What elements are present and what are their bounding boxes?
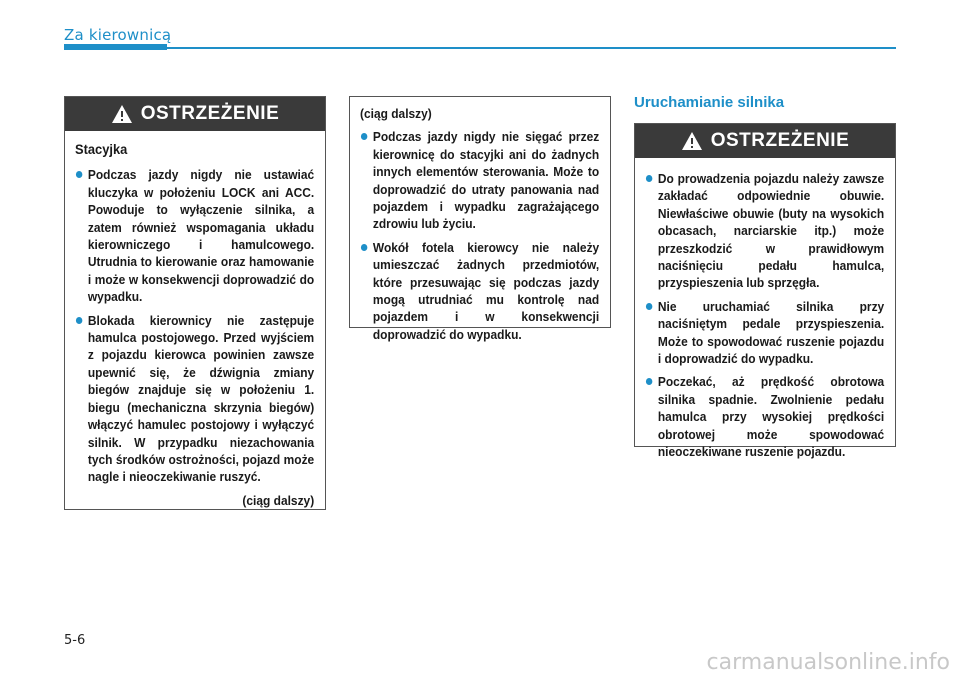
- bullet-icon: [646, 175, 652, 182]
- warning-header: [635, 124, 895, 158]
- bullet-icon: [361, 133, 367, 140]
- warning-box-continued: [349, 96, 611, 342]
- bullet-icon: [646, 378, 652, 385]
- bullet-icon: [361, 244, 367, 251]
- heading-engine-start: Uruchamianie silnika: [634, 94, 785, 111]
- warning-triangle-icon: [111, 104, 133, 124]
- warning-box-ignition: [64, 96, 326, 510]
- section-title: Za kierownicą: [64, 26, 172, 44]
- bullet-icon: [76, 171, 82, 178]
- bullet-icon: [646, 303, 652, 310]
- list-item: Poczekać, aż prędkość obrotowa silnika spadnie. Zwolnienie pedału hamulca przy wysokiej prędkości obrotowej może spowodować nieoczekiwane ruszenie pojazdu.: [645, 373, 884, 460]
- list-item: Wokół fotela kierowcy nie należy umieszczać żadnych przedmiotów, które przesuwając się podczas jazdy mogą utrudniać mu kontrolę nad pojazdem i w konsekwencji doprowadzić do wypadku.: [360, 239, 599, 343]
- list-item: Do prowadzenia pojazdu należy zawsze zakładać odpowiednie obuwie. Niewłaściwe obuwie (buty na wysokich obcasach, narciarskie itp.) może przeszkodzić w prawidłowym naciśnięciu pedału hamulca, przyspieszenia lub sprzęgła.: [645, 170, 884, 292]
- warning-triangle-icon: [681, 131, 703, 151]
- continued-label: (ciąg dalszy): [360, 106, 432, 121]
- warning-label: OSTRZEŻENIE: [140, 103, 280, 124]
- header-rule-accent: [64, 44, 167, 50]
- subtitle-ignition: Stacyjka: [75, 141, 128, 157]
- list-item: Podczas jazdy nigdy nie ustawiać kluczyka w położeniu LOCK ani ACC. Powoduje to wyłączenie silnika, a zatem również wspomagania układu kierowniczego i hamulcowego. Utrudnia to kierowanie oraz hamowanie i może w konsekwencji doprowadzić do wypadku.: [75, 166, 314, 305]
- watermark: carmanualsonline.info: [706, 650, 950, 675]
- header-rule: [64, 47, 896, 49]
- list-item: Blokada kierownicy nie zastępuje hamulca postojowego. Przed wyjściem z pojazdu kierowca powinien zawsze upewnić się, że dźwignia zmiany biegów znajduje się w położeniu 1. biegu (mechaniczna skrzynia biegów) włączyć hamulec postojowy i wyłączyć silnik. W przypadku niezachowania tych środków ostrożności, pojazd może nagle i nieoczekiwanie ruszyć.: [75, 312, 314, 486]
- bullet-icon: [76, 317, 82, 324]
- warning-label: OSTRZEŻENIE: [710, 130, 850, 151]
- continued-label: (ciąg dalszy): [242, 492, 315, 508]
- warning-box-engine-start: [634, 123, 896, 460]
- warning-header: [65, 97, 325, 131]
- page-number: 5-6: [64, 633, 86, 648]
- list-item: Podczas jazdy nigdy nie sięgać przez kierownicę do stacyjki ani do żadnych innych elementów sterowania. Może to doprowadzić do utraty panowania nad pojazdem i wypadku zagrażającego zdrowiu lub życiu.: [360, 128, 599, 232]
- list-item: Nie uruchamiać silnika przy naciśniętym pedale przyspieszenia. Może to spowodować ruszenie pojazdu i doprowadzić do wypadku.: [645, 298, 884, 368]
